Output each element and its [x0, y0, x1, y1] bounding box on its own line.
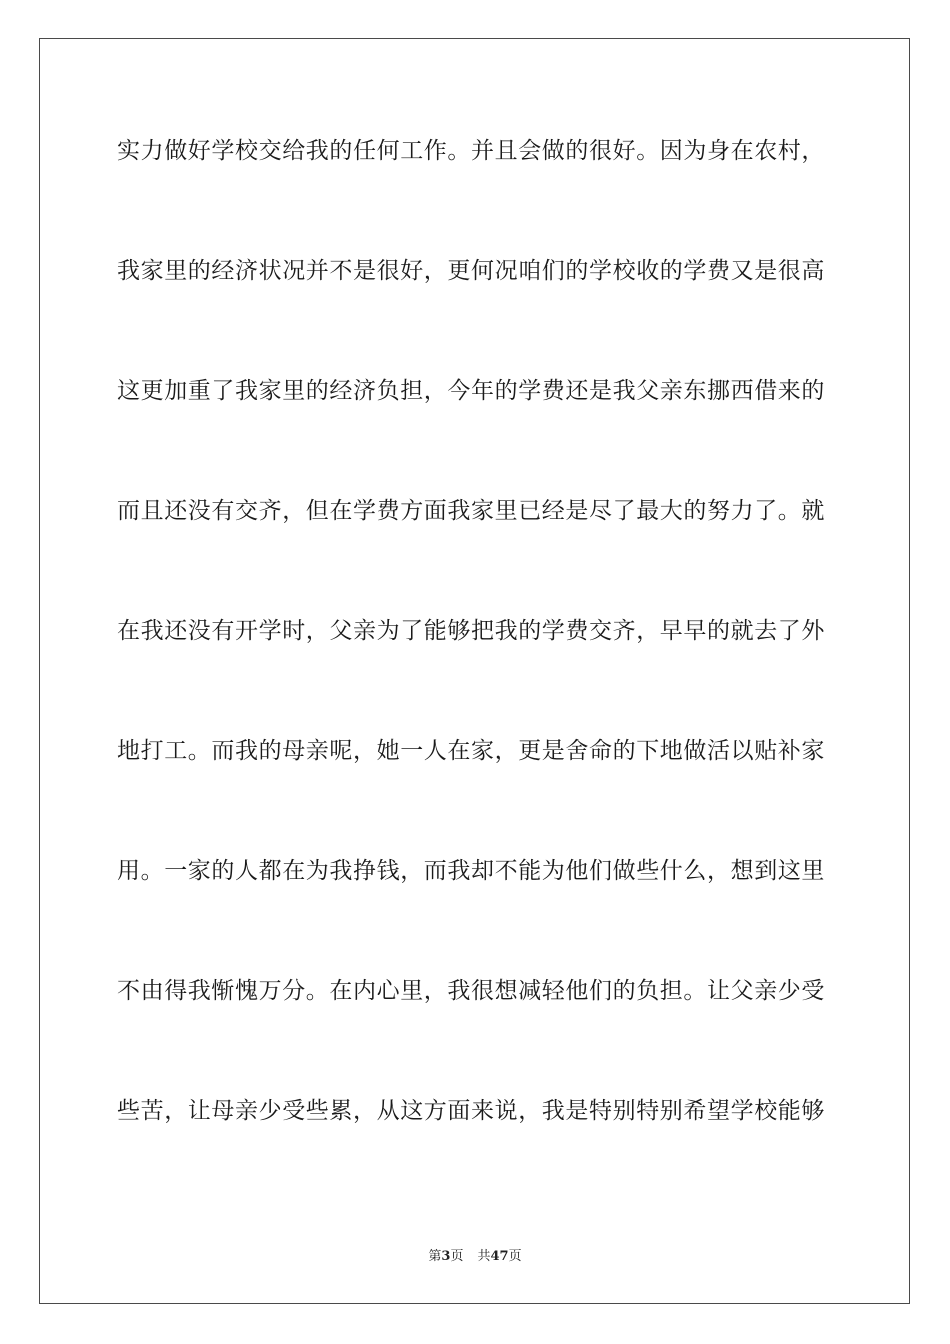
- document-body: [117, 128, 833, 1208]
- page-prefix: 第: [428, 1249, 442, 1264]
- text-line: 这更加重了我家里的经济负担，今年的学费还是我父亲东挪西借来的: [117, 378, 825, 404]
- page-footer: [0, 1248, 950, 1266]
- text-line: 实力做好学校交给我的任何工作。并且会做的很好。因为身在农村，: [117, 138, 825, 164]
- page-number: 3: [441, 1249, 451, 1264]
- total-suffix: 页: [508, 1249, 522, 1264]
- page-suffix: 页: [450, 1249, 464, 1264]
- text-line: 用。一家的人都在为我挣钱，而我却不能为他们做些什么，想到这里: [117, 858, 825, 884]
- text-line: 我家里的经济状况并不是很好，更何况咱们的学校收的学费又是很高: [117, 258, 825, 284]
- text-line: 些苦，让母亲少受些累，从这方面来说，我是特别特别希望学校能够: [117, 1098, 825, 1124]
- text-line: 而且还没有交齐，但在学费方面我家里已经是尽了最大的努力了。就: [117, 498, 825, 524]
- text-line: 在我还没有开学时，父亲为了能够把我的学费交齐，早早的就去了外: [117, 618, 825, 644]
- text-line: 地打工。而我的母亲呢，她一人在家，更是舍命的下地做活以贴补家: [117, 738, 825, 764]
- total-pages: 47: [490, 1249, 509, 1264]
- total-prefix: 共: [477, 1249, 491, 1264]
- text-line: 不由得我惭愧万分。在内心里，我很想减轻他们的负担。让父亲少受: [117, 978, 825, 1004]
